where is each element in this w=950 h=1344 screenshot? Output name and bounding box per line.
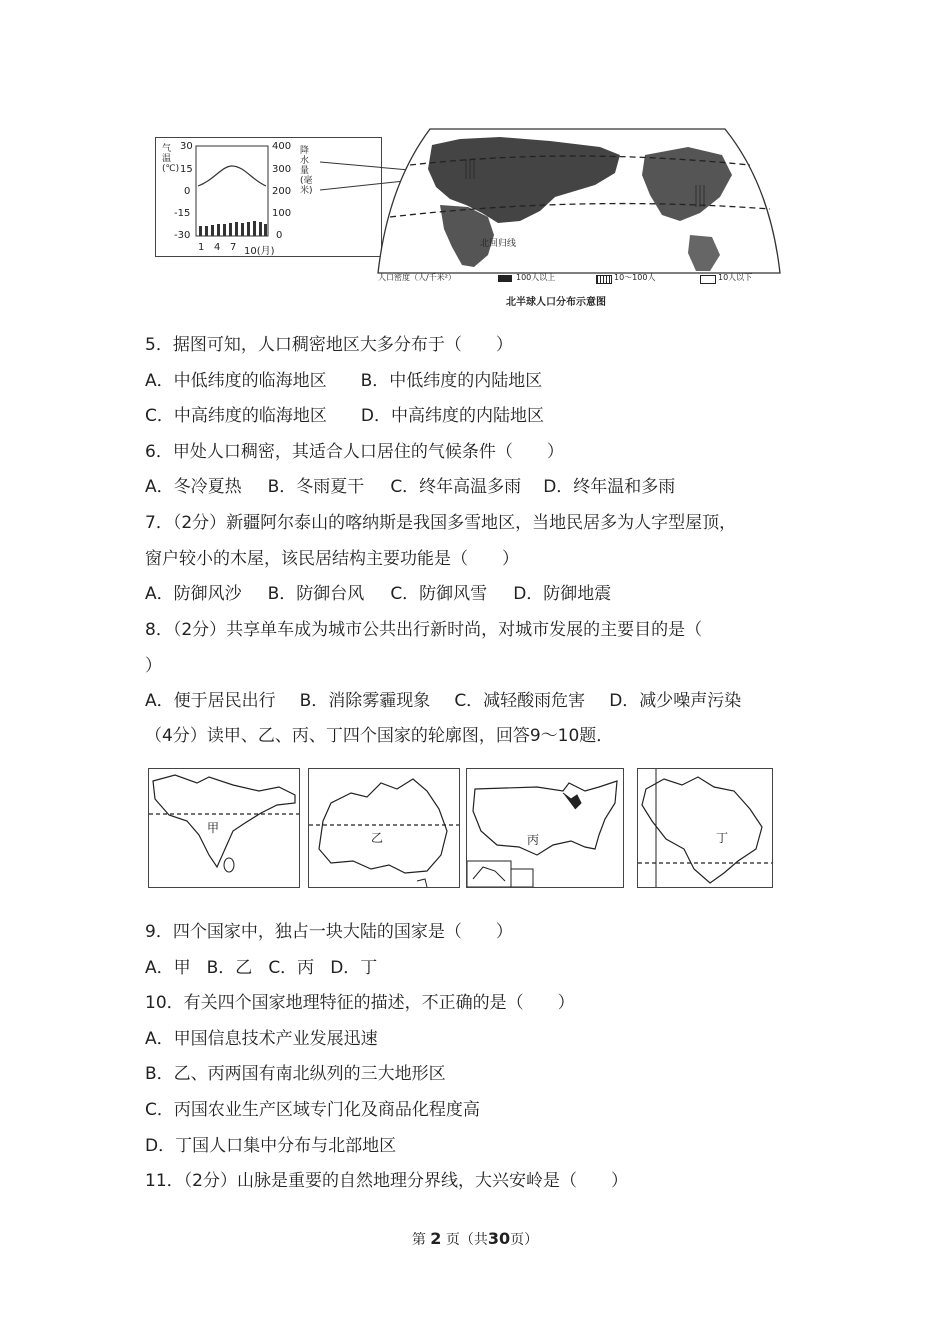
question-7-stem-line2: 窗户较小的木屋，该民居结构主要功能是（ ）: [145, 549, 519, 569]
legend-item: 10～100人: [614, 273, 656, 282]
question-6-stem: 6．甲处人口稠密，其适合人口居住的气候条件（ ）: [145, 442, 564, 462]
question-10-stem: 10．有关四个国家地理特征的描述，不正确的是（ ）: [145, 993, 575, 1013]
option-b[interactable]: B．乙、丙两国有南北纵列的三大地形区: [145, 1064, 446, 1084]
footer-page-number: 2: [430, 1229, 442, 1248]
option-c[interactable]: C．丙国农业生产区域专门化及商品化程度高: [145, 1100, 480, 1120]
country-map-jia: [148, 768, 300, 888]
temperature-curve: [198, 166, 266, 186]
question-8-stem-line2: ）: [145, 656, 162, 676]
country-label-bing: 丙: [527, 833, 540, 847]
question-5-options-row2: [145, 405, 544, 427]
option-a[interactable]: A．防御风沙: [145, 584, 242, 604]
map-caption: 北半球人口分布示意图: [506, 297, 606, 308]
option-c[interactable]: C．丙: [268, 958, 315, 978]
option-d[interactable]: D．中高纬度的内陆地区: [360, 406, 544, 426]
question-9-options: [145, 957, 377, 979]
temp-tick: -15: [174, 208, 191, 219]
option-a[interactable]: A．中低纬度的临海地区: [145, 371, 327, 391]
country-map-ding: [637, 768, 773, 888]
option-c[interactable]: C．防御风雪: [390, 584, 488, 604]
question-9-stem: 9．四个国家中，独占一块大陆的国家是（ ）: [145, 922, 513, 942]
country-map-yi: [308, 768, 460, 888]
month-tick: 1: [198, 242, 205, 253]
footer-middle: 页（共: [445, 1232, 488, 1248]
option-b[interactable]: B．中低纬度的内陆地区: [360, 371, 543, 391]
page-footer: [0, 1229, 950, 1249]
question-5-stem: 5．据图可知，人口稠密地区大多分布于（ ）: [145, 335, 513, 355]
question-6-options: [145, 476, 675, 498]
temp-tick: 0: [184, 186, 191, 197]
footer-prefix: 第: [411, 1232, 426, 1248]
map-legend: [378, 272, 778, 286]
option-a[interactable]: A．冬冷夏热: [145, 477, 242, 497]
question-7-options: [145, 583, 611, 605]
temp-axis-label: 气温(℃): [162, 144, 180, 174]
legend-swatch-low: [700, 275, 716, 284]
precip-tick: 400: [272, 141, 292, 152]
option-b[interactable]: B．冬雨夏干: [267, 477, 365, 497]
option-a[interactable]: A．便于居民出行: [145, 691, 276, 711]
country-label-yi: 乙: [371, 831, 384, 845]
legend-swatch-medium: [596, 275, 612, 284]
legend-title: 人口密度（人/千米²）: [378, 273, 456, 282]
question-8-options: [145, 690, 741, 712]
tropic-label: 北回归线: [480, 239, 517, 249]
question-11-stem: 11．（2分）山脉是重要的自然地理分界线，大兴安岭是（ ）: [145, 1171, 628, 1191]
option-b[interactable]: B．乙: [206, 958, 253, 978]
temp-tick: 15: [180, 164, 193, 175]
country-map-bing: [466, 768, 624, 888]
legend-item: 100人以上: [516, 273, 556, 282]
precip-tick: 300: [272, 164, 292, 175]
india-outline: [149, 769, 299, 887]
precip-tick: 0: [276, 230, 283, 241]
option-c[interactable]: C．中高纬度的临海地区: [145, 406, 327, 426]
month-tick: 7: [230, 242, 237, 253]
option-d[interactable]: D．丁: [330, 958, 378, 978]
precip-axis-label: 降水量(毫米): [300, 146, 313, 196]
option-a[interactable]: A．甲国信息技术产业发展迅速: [145, 1029, 378, 1049]
option-d[interactable]: D．防御地震: [513, 584, 612, 604]
intro-9-10: （4分）读甲、乙、丙、丁四个国家的轮廓图，回答9～10题．: [145, 726, 614, 746]
question-5-options-row1: [145, 370, 542, 392]
footer-total-pages: 30: [487, 1229, 511, 1248]
option-c[interactable]: C．减轻酸雨危害: [454, 691, 586, 711]
option-d[interactable]: D．减少噪声污染: [609, 691, 742, 711]
footer-suffix: 页）: [510, 1232, 539, 1248]
precipitation-bars: [199, 221, 267, 236]
option-d[interactable]: D．终年温和多雨: [543, 477, 676, 497]
option-b[interactable]: B．防御台风: [267, 584, 365, 604]
precip-tick: 200: [272, 186, 292, 197]
country-label-jia: 甲: [207, 821, 220, 835]
brazil-outline: [638, 769, 772, 887]
australia-outline: [309, 769, 459, 887]
northern-hemisphere-map: [370, 125, 790, 285]
usa-outline: [467, 769, 623, 887]
option-b[interactable]: B．消除雾霾现象: [299, 691, 431, 711]
option-a[interactable]: A．甲: [145, 958, 191, 978]
question-8-stem-line1: 8．（2分）共享单车成为城市公共出行新时尚，对城市发展的主要目的是（: [145, 620, 703, 640]
legend-swatch-high: [498, 275, 512, 282]
question-7-stem-line1: 7．（2分）新疆阿尔泰山的喀纳斯是我国多雪地区，当地民居多为人字型屋顶，: [145, 513, 737, 533]
month-tick: 4: [214, 242, 221, 253]
country-label-ding: 丁: [716, 831, 729, 845]
precip-tick: 100: [272, 208, 292, 219]
temp-tick: 30: [180, 141, 193, 152]
month-tick: 10(月): [244, 246, 275, 257]
option-c[interactable]: C．终年高温多雨: [390, 477, 522, 497]
temp-tick: -30: [174, 230, 191, 241]
legend-item: 10人以下: [718, 273, 753, 282]
option-d[interactable]: D．丁国人口集中分布与北部地区: [145, 1136, 397, 1156]
